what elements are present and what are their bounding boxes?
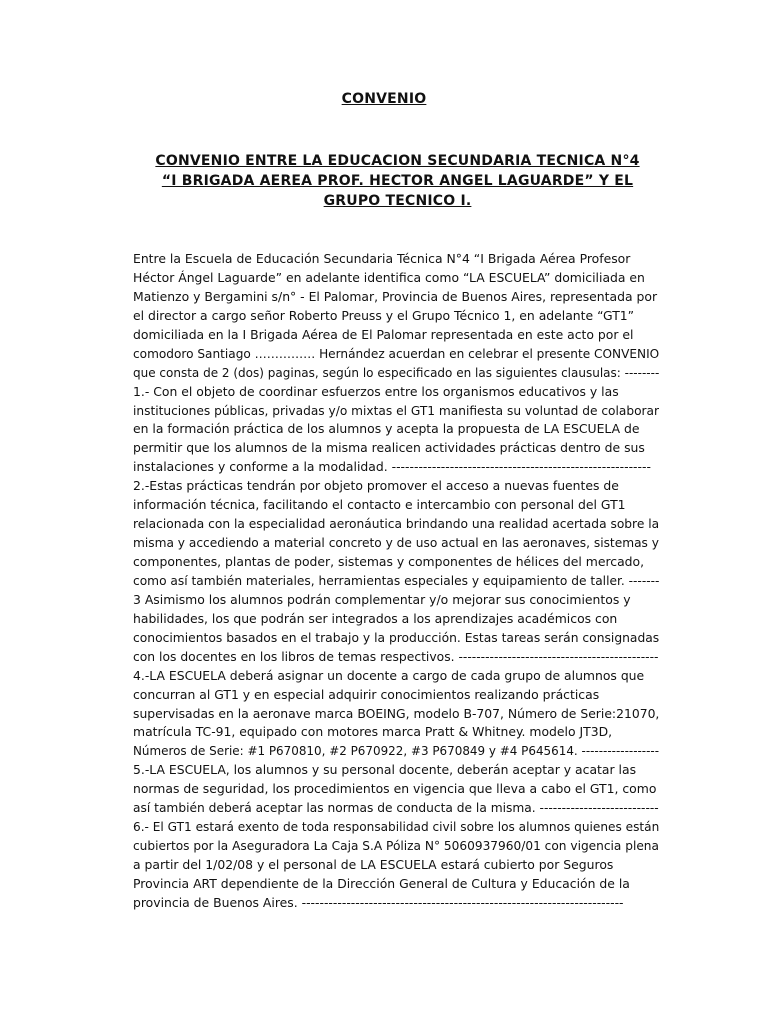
- body-text-line: supervisadas en la aeronave marca BOEING, modelo B-707, Número de Serie:21070,: [133, 705, 660, 721]
- body-text-line: con los docentes en los libros de temas respectivos. ---------------------------------------------: [133, 648, 659, 664]
- body-text-line: permitir que los alumnos de la misma realicen actividades prácticas dentro de sus: [133, 440, 645, 456]
- body-text-line: provincia de Buenos Aires. ------------------------------------------------------------------------: [133, 894, 624, 910]
- body-text-line: 4.-LA ESCUELA deberá asignar un docente a cargo de cada grupo de alumnos que: [133, 667, 645, 683]
- body-text-line: matrícula TC-91, equipado con motores marca Pratt & Whitney. modelo JT3D,: [133, 724, 613, 740]
- body-text-line: 3 Asimismo los alumnos podrán complementar y/o mejorar sus conocimientos y: [133, 591, 631, 607]
- body-text-line: Héctor Ángel Laguarde” en adelante identifica como “LA ESCUELA” domiciliada en: [133, 269, 645, 285]
- body-text-line: 1.- Con el objeto de coordinar esfuerzos entre los organismos educativos y las: [133, 383, 619, 399]
- body-text-line: cubiertos por la Aseguradora La Caja S.A Póliza N° 5060937960/01 con vigencia plena: [133, 838, 659, 854]
- body-text-line: concurran al GT1 y en especial adquirir conocimientos realizando prácticas: [133, 686, 600, 702]
- body-text-line: domiciliada en la I Brigada Aérea de El Palomar representada en este acto por el: [133, 326, 634, 342]
- body-text-line: 6.- El GT1 estará exento de toda responsabilidad civil sobre los alumnos quienes están: [133, 819, 660, 835]
- body-text-line: 5.-LA ESCUELA, los alumnos y su personal docente, deberán aceptar y acatar las: [133, 762, 637, 778]
- body-text-line: en la formación práctica de los alumnos y acepta la propuesta de LA ESCUELA de: [133, 421, 640, 437]
- subtitle-line: GRUPO TECNICO I.: [323, 193, 472, 209]
- body-text-line: información técnica, facilitando el contacto e intercambio con personal del GT1: [133, 497, 626, 513]
- body-text-line: Números de Serie: #1 P670810, #2 P670922, #3 P670849 y #4 P645614. ------------------: [133, 743, 660, 759]
- document-subtitle: [120, 151, 675, 211]
- body-text-line: componentes, plantas de poder, sistemas y componentes de hélices del mercado,: [133, 554, 645, 569]
- body-text-line: 2.-Estas prácticas tendrán por objeto promover el acceso a nuevas fuentes de: [133, 478, 619, 494]
- document-title: CONVENIO: [341, 91, 427, 107]
- body-text-line: el director a cargo señor Roberto Preuss y el Grupo Técnico 1, en adelante “GT1”: [133, 307, 635, 323]
- body-text-line: a partir del 1/02/08 y el personal de LA ESCUELA estará cubierto por Seguros: [133, 857, 614, 872]
- body-text-line: Matienzo y Bergamini s/n° - El Palomar, Provincia de Buenos Aires, representada por: [133, 288, 658, 304]
- body-text-line: instalaciones y conforme a la modalidad. ----------------------------------------------------------: [133, 459, 651, 475]
- body-text-line: así también deberá aceptar las normas de conducta de la misma. ---------------------------: [133, 800, 659, 816]
- body-text-line: como así también materiales, herramientas especiales y equipamiento de taller. -------: [133, 572, 660, 588]
- body-text-line: que consta de 2 (dos) paginas, según lo especificado en las siguientes clausulas: --------: [133, 364, 660, 380]
- document-body: [133, 250, 693, 913]
- body-text-line: Entre la Escuela de Educación Secundaria Técnica N°4 “I Brigada Aérea Profesor: [133, 251, 631, 266]
- subtitle-line: “I BRIGADA AEREA PROF. HECTOR ANGEL LAGUARDE” Y EL: [161, 173, 634, 189]
- body-text-line: misma y accediendo a material concreto y de uso actual en las aeronaves, sistemas y: [133, 535, 659, 551]
- body-text-line: relacionada con la especialidad aeronáutica brindando una realidad acertada sobre la: [133, 516, 660, 532]
- body-text-line: habilidades, los que podrán ser integrados a los aprendizajes académicos con: [133, 610, 618, 626]
- body-text-line: comodoro Santiago …………… Hernández acuerdan en celebrar el presente CONVENIO: [133, 345, 660, 361]
- body-text-line: normas de seguridad, los procedimientos en vigencia que lleva a cabo el GT1, como: [133, 781, 657, 797]
- body-text-line: conocimientos basados en el trabajo y la producción. Estas tareas serán consignadas: [133, 629, 660, 645]
- subtitle-line: CONVENIO ENTRE LA EDUCACION SECUNDARIA TECNICA N°4: [155, 153, 640, 169]
- body-text-line: instituciones públicas, privadas y/o mixtas el GT1 manifiesta su voluntad de colaborar: [133, 402, 660, 418]
- body-text-line: Provincia ART dependiente de la Dirección General de Cultura y Educación de la: [133, 875, 630, 891]
